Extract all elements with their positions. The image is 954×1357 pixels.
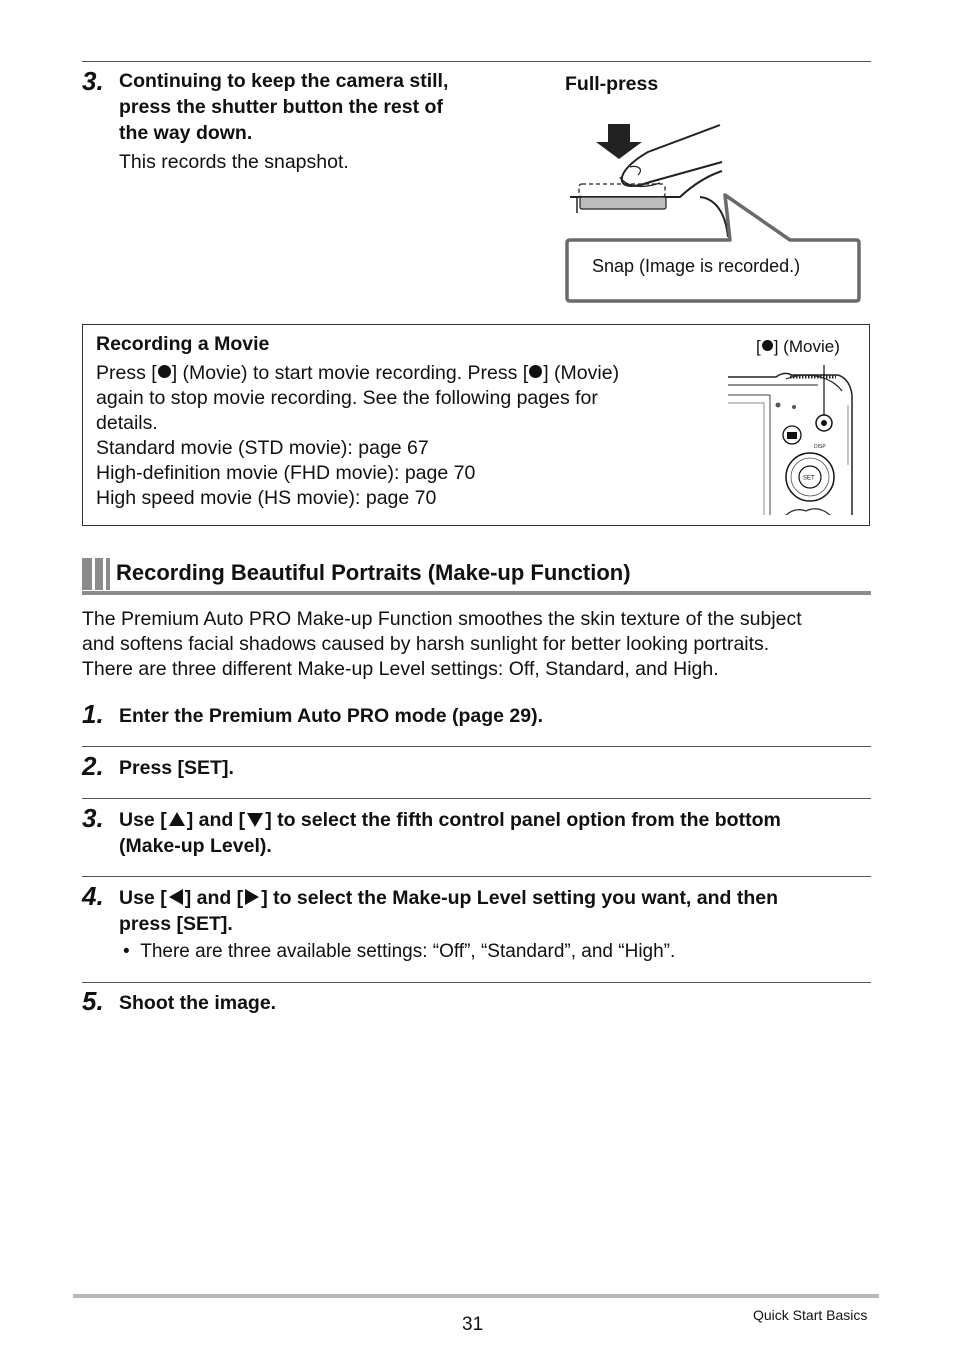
callout-text: Snap (Image is recorded.): [592, 256, 801, 276]
footer-rule: [73, 1294, 879, 1298]
top-rule: [82, 61, 871, 62]
movie-box-line: High-definition movie (FHD movie): page 70: [96, 462, 476, 484]
full-press-illustration: [560, 115, 880, 310]
text-fragment: ] (Movie): [773, 337, 840, 356]
step-number: 1.: [82, 699, 104, 729]
intro-line: The Premium Auto PRO Make-up Function smoothes the skin texture of the subject: [82, 608, 802, 630]
step-text-line: press [SET].: [119, 913, 233, 935]
section-intro: [82, 607, 872, 682]
text-fragment: Use [: [119, 887, 167, 909]
section-heading: Recording Beautiful Portraits (Make-up Function): [116, 560, 631, 585]
step-note: This records the snapshot.: [119, 151, 349, 173]
step-number: 3.: [82, 803, 104, 833]
footer-section-name: Quick Start Basics: [753, 1307, 868, 1323]
movie-dot-icon: [762, 340, 773, 351]
step-number: 3.: [82, 66, 104, 96]
step-divider: [82, 982, 871, 983]
step-title-line: Continuing to keep the camera still,: [119, 70, 449, 92]
up-arrow-icon: [169, 812, 185, 826]
movie-box-line: details.: [96, 412, 158, 434]
movie-info-box: [82, 324, 870, 526]
movie-box-line: High speed movie (HS movie): page 70: [96, 487, 437, 509]
step-text: Enter the Premium Auto PRO mode (page 29).: [119, 705, 544, 727]
step-title-line: the way down.: [119, 122, 253, 144]
step-text-line: [119, 885, 879, 911]
step-text: [119, 807, 879, 859]
text-fragment: [: [756, 337, 761, 356]
camera-back-illustration: [726, 365, 856, 515]
step-title-line: press the shutter button the rest of: [119, 96, 443, 118]
step-divider: [82, 746, 871, 747]
text-fragment: Use [: [119, 809, 167, 831]
intro-line: and softens facial shadows caused by harsh sunlight for better looking portraits.: [82, 633, 770, 655]
figure-label: Full-press: [565, 73, 659, 95]
step-text: [119, 885, 879, 937]
step-text-line: (Make-up Level).: [119, 835, 272, 857]
section-heading-marker: [95, 558, 103, 590]
set-label: SET: [803, 475, 815, 482]
bullet-text: There are three available settings: “Off”, “Standard”, and “High”.: [140, 941, 676, 962]
step-text: Shoot the image.: [119, 992, 277, 1014]
intro-line: There are three different Make-up Level settings: Off, Standard, and High.: [82, 658, 719, 680]
step-text: Press [SET].: [119, 757, 234, 779]
section-heading-marker: [82, 558, 92, 590]
step-number: 5.: [82, 986, 104, 1016]
step-text-line: [119, 807, 879, 833]
page-number: 31: [462, 1314, 484, 1335]
step-divider: [82, 876, 871, 877]
text-fragment: ] to select the fifth control panel option from the bottom: [265, 809, 781, 831]
section-heading-rule: [82, 591, 871, 595]
camera-movie-label: [756, 337, 840, 357]
text-fragment: Press [: [96, 362, 157, 384]
disp-label: DISP: [814, 444, 826, 450]
step-divider: [82, 798, 871, 799]
movie-dot-icon: [529, 365, 542, 378]
step-number: 4.: [82, 881, 104, 911]
down-arrow-icon: [247, 813, 263, 827]
bullet-item: [123, 940, 675, 964]
step-number: 2.: [82, 751, 104, 781]
movie-box-line: again to stop movie recording. See the following pages for: [96, 387, 598, 409]
down-arrow-icon: [596, 124, 642, 159]
section-heading-marker: [106, 558, 110, 590]
right-arrow-icon: [245, 889, 259, 905]
text-fragment: ] and [: [184, 887, 244, 909]
left-arrow-icon: [169, 889, 183, 905]
movie-box-heading: Recording a Movie: [96, 333, 270, 355]
movie-box-line: [96, 361, 706, 386]
text-fragment: ] to select the Make-up Level setting you want, and then: [261, 887, 779, 909]
step-title: [119, 68, 539, 146]
bullet-icon: •: [123, 941, 141, 962]
text-fragment: ] (Movie) to start movie recording. Press [: [171, 362, 529, 384]
movie-box-body: [96, 361, 706, 511]
text-fragment: ] and [: [186, 809, 246, 831]
movie-dot-icon: [158, 365, 171, 378]
movie-box-line: Standard movie (STD movie): page 67: [96, 437, 429, 459]
text-fragment: ] (Movie): [543, 362, 620, 384]
